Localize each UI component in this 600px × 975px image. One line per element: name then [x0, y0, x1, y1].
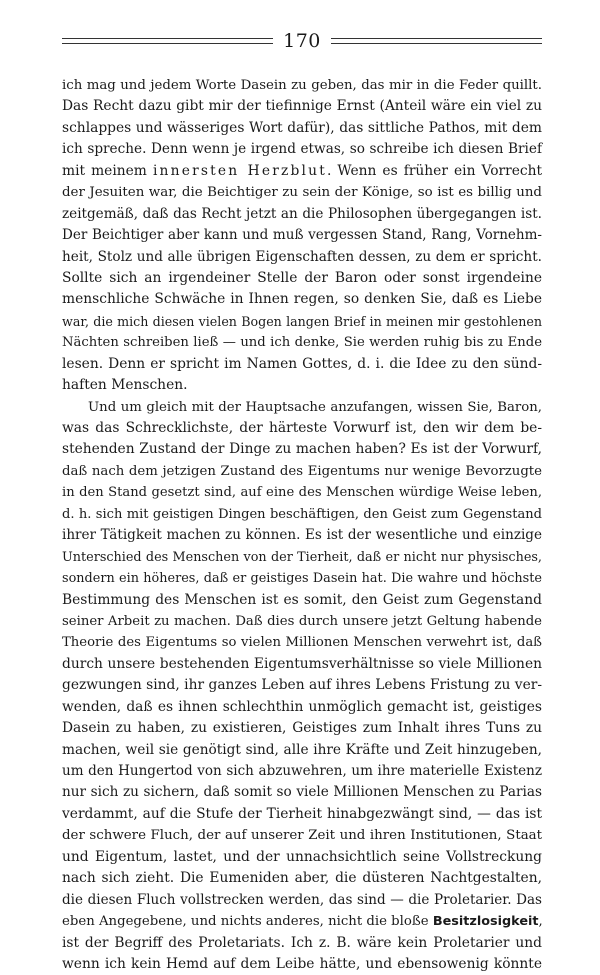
text-segment: mit meinem — [62, 162, 153, 179]
text-line: zeitgemäß, daß das Recht jetzt an die Philosophen übergegangen ist. — [62, 205, 542, 222]
page-header — [62, 26, 542, 56]
text-line: gezwungen sind, ihr ganzes Leben auf ihres Lebens Fristung zu ver- — [62, 677, 542, 694]
page-number: 170 — [283, 29, 321, 52]
text-line: Der Beichtiger aber kann und muß vergessen Stand, Rang, Vornehm- — [62, 227, 542, 244]
text-line: wenn ich kein Hemd auf dem Leibe hätte, und ebensowenig könnte — [62, 955, 542, 972]
text-line: Nächten schreiben ließ — und ich denke, Sie werden ruhig bis zu Ende — [62, 335, 542, 351]
text-line: ich spreche. Denn wenn je irgend etwas, so schreibe ich diesen Brief — [62, 141, 542, 158]
text-line: Dasein zu haben, zu existieren, Geistiges zum Inhalt ihres Tuns zu — [62, 720, 542, 737]
text-line: und Eigentum, lastet, und der unnachsichtlich seine Vollstreckung — [62, 848, 542, 865]
text-line: durch unsere bestehenden Eigentumsverhältnisse so viele Millionen — [62, 655, 542, 672]
text-line: in den Stand gesetzt sind, auf eine des Menschen würdige Weise leben, — [62, 485, 542, 501]
text-line: die diesen Fluch vollstrecken werden, das sind — die Proletarier. Das — [62, 891, 542, 908]
text-line: lesen. Denn er spricht im Namen Gottes, d. i. die Idee zu den sünd- — [62, 355, 542, 372]
text-line: wenden, daß es ihnen schlechthin unmöglich gemacht ist, geistiges — [62, 698, 542, 715]
text-line: war, die mich diesen vielen Bogen langen Brief in meinen mir gestohlenen — [62, 313, 542, 329]
text-line: schlappes und wässeriges Wort dafür), das sittliche Pathos, mit dem — [62, 119, 542, 136]
text-line: der schwere Fluch, der auf unserer Zeit und ihren Institutionen, Staat — [62, 828, 542, 844]
text-line: Und um gleich mit der Hauptsache anzufangen, wissen Sie, Baron, — [88, 399, 542, 415]
text-segment: , — [538, 914, 543, 930]
text-line: machen, weil sie genötigt sind, alle ihre Kräfte und Zeit hinzugeben, — [62, 741, 542, 758]
text-line: Sollte sich an irgendeiner Stelle der Baron oder sonst irgendeine — [62, 269, 542, 286]
body-text — [62, 75, 542, 975]
text-line: stehenden Zustand der Dinge zu machen haben? Es ist der Vorwurf, — [62, 441, 542, 458]
text-line: sondern ein höheres, daß er geistiges Dasein hat. Die wahre und höchste — [62, 571, 542, 587]
text-line: Unterschied des Menschen von der Tierheit, daß er nicht nur physisches, — [62, 549, 542, 565]
text-line: haften Menschen. — [62, 377, 188, 394]
text-line: nur sich zu sichern, daß somit so viele Millionen Menschen zu Parias — [62, 784, 542, 801]
text-line — [62, 911, 542, 932]
header-rule-left — [62, 38, 273, 44]
emphasized-text: innersten Herzblut — [152, 162, 327, 179]
text-segment: eben Angegebene, und nichts anderes, nicht die bloße — [62, 914, 433, 930]
text-line: daß nach dem jetzigen Zustand des Eigentums nur wenige Bevorzugte — [62, 463, 542, 479]
text-line: ihrer Tätigkeit machen zu können. Es ist der wesentliche und einzige — [62, 527, 542, 544]
text-line: der Jesuiten war, die Beichtiger zu sein der Könige, so ist es billig und — [62, 185, 542, 201]
text-line: verdammt, auf die Stufe der Tierheit hinabgezwängt sind, — das ist — [62, 805, 542, 822]
text-line: d. h. sich mit geistigen Dingen beschäftigen, den Geist zum Gegenstand — [62, 506, 542, 522]
text-line: ist der Begriff des Proletariats. Ich z. B. wäre kein Proletarier und — [62, 934, 542, 951]
text-line: Theorie des Eigentums so vielen Millionen Menschen verwehrt ist, daß — [62, 635, 542, 651]
text-line: um den Hungertod von sich abzuwehren, um ihre materielle Existenz — [62, 763, 542, 779]
header-rule-right — [331, 38, 542, 44]
text-line: menschliche Schwäche in Ihnen regen, so denken Sie, daß es Liebe — [62, 291, 542, 308]
text-segment: . Wenn es früher ein Vorrecht — [326, 162, 543, 179]
text-line: Bestimmung des Menschen ist es somit, den Geist zum Gegenstand — [62, 591, 542, 608]
text-line: heit, Stolz und alle übrigen Eigenschaften dessen, zu dem er spricht. — [62, 248, 542, 265]
emphasized-text: Besitzlosigkeit — [432, 914, 539, 930]
text-line: nach sich zieht. Die Eumeniden aber, die düsteren Nachtgestalten, — [62, 870, 542, 887]
text-line: Das Recht dazu gibt mir der tiefinnige Ernst (Anteil wäre ein viel zu — [62, 98, 542, 115]
text-line — [62, 161, 542, 182]
text-line: seiner Arbeit zu machen. Daß dies durch unsere jetzt Geltung habende — [62, 613, 542, 629]
text-line: ich mag und jedem Worte Dasein zu geben, das mir in die Feder quillt. — [62, 78, 542, 93]
text-line: was das Schrecklichste, der härteste Vorwurf ist, den wir dem be- — [62, 420, 542, 436]
